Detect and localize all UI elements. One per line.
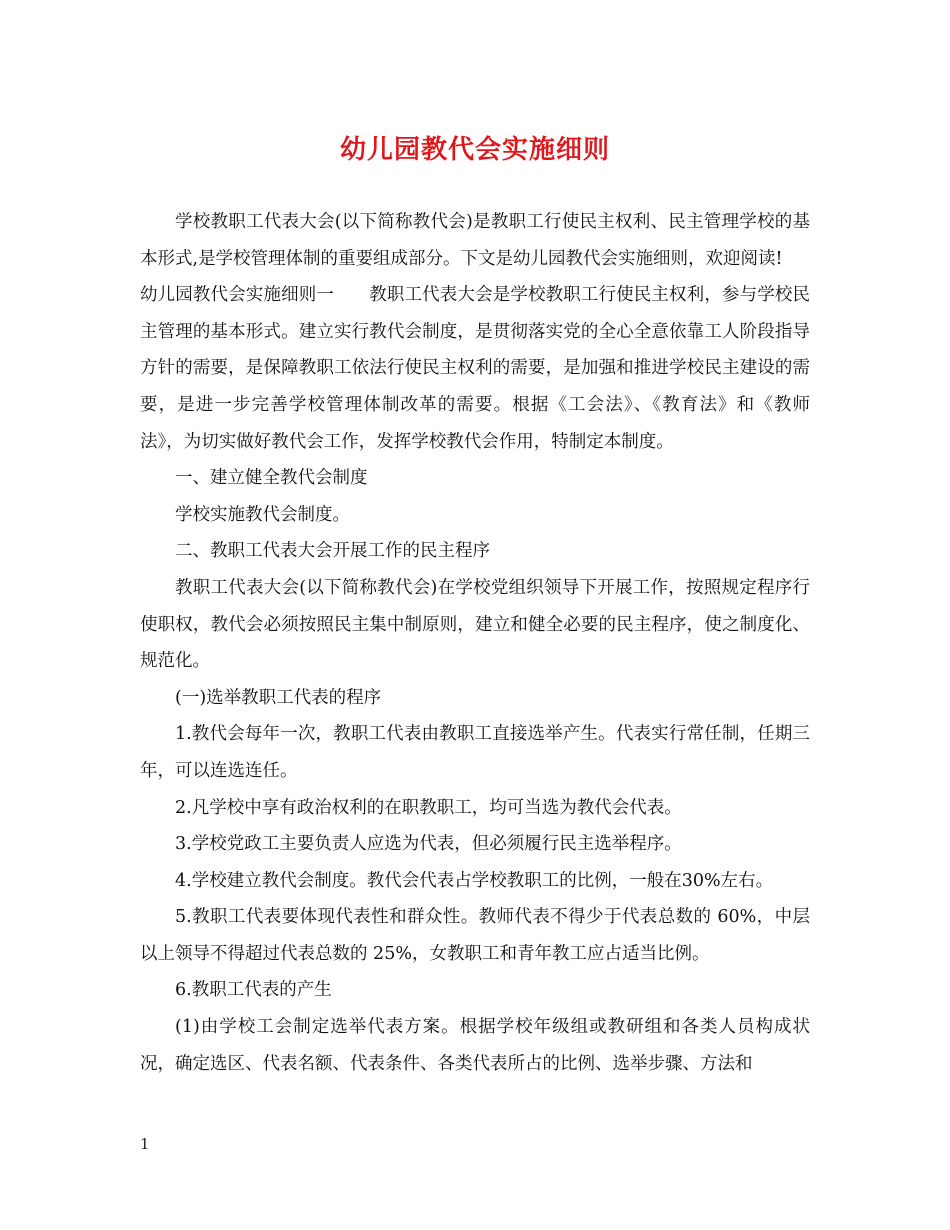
document-body: [140, 204, 810, 1082]
list-item: (1)由学校工会制定选举代表方案。根据学校年级组或教研组和各类人员构成状况，确定选区、代表名额、代表条件、各类代表所占的比例、选举步骤、方法和: [140, 1017, 810, 1074]
page-number: 1: [140, 1135, 150, 1153]
list-item: 5.教职工代表要体现代表性和群众性。教师代表不得少于代表总数的 60%，中层以上领导不得超过代表总数的 25%，女教职工和青年教工应占适当比例。: [140, 907, 810, 964]
section-heading: 二、教职工代表大会开展工作的民主程序: [175, 541, 490, 562]
section-paragraph: 幼儿园教代会实施细则一 教职工代表大会是学校教职工行使民主权利，参与学校民主管理的基本形式。建立实行教代会制度，是贯彻落实党的全心全意依靠工人阶段指导方针的需要，是保障教职工依法行使民主权利的需要，是加强和推进学校民主建设的需要，是进一步完善学校管理体制改革的需要。根据《工会法》、《教育法》和《教师法》，为切实做好教代会工作，发挥学校教代会作用，特制定本制度。: [140, 285, 810, 452]
body-paragraph: 教职工代表大会(以下简称教代会)在学校党组织领导下开展工作，按照规定程序行使职权，教代会必须按照民主集中制原则，建立和健全必要的民主程序，使之制度化、规范化。: [140, 577, 810, 672]
list-item: 1.教代会每年一次，教职工代表由教职工直接选举产生。代表实行常任制，任期三年，可以连选连任。: [140, 724, 810, 781]
list-item: 6.教职工代表的产生: [175, 980, 332, 1001]
list-item: 4.学校建立教代会制度。教代会代表占学校教职工的比例，一般在30%左右。: [175, 870, 774, 891]
document-title: 幼儿园教代会实施细则: [339, 135, 610, 165]
subsection-heading: (一)选举教职工代表的程序: [175, 687, 382, 708]
body-paragraph: 学校实施教代会制度。: [175, 504, 350, 525]
intro-paragraph: 学校教职工代表大会(以下简称教代会)是教职工行使民主权利、民主管理学校的基本形式,是学校管理体制的重要组成部分。下文是幼儿园教代会实施细则，欢迎阅读!: [140, 212, 810, 269]
section-heading: 一、建立健全教代会制度: [175, 468, 368, 489]
list-item: 3.学校党政工主要负责人应选为代表，但必须履行民主选举程序。: [175, 834, 682, 855]
list-item: 2.凡学校中享有政治权利的在职教职工，均可当选为教代会代表。: [175, 797, 682, 818]
